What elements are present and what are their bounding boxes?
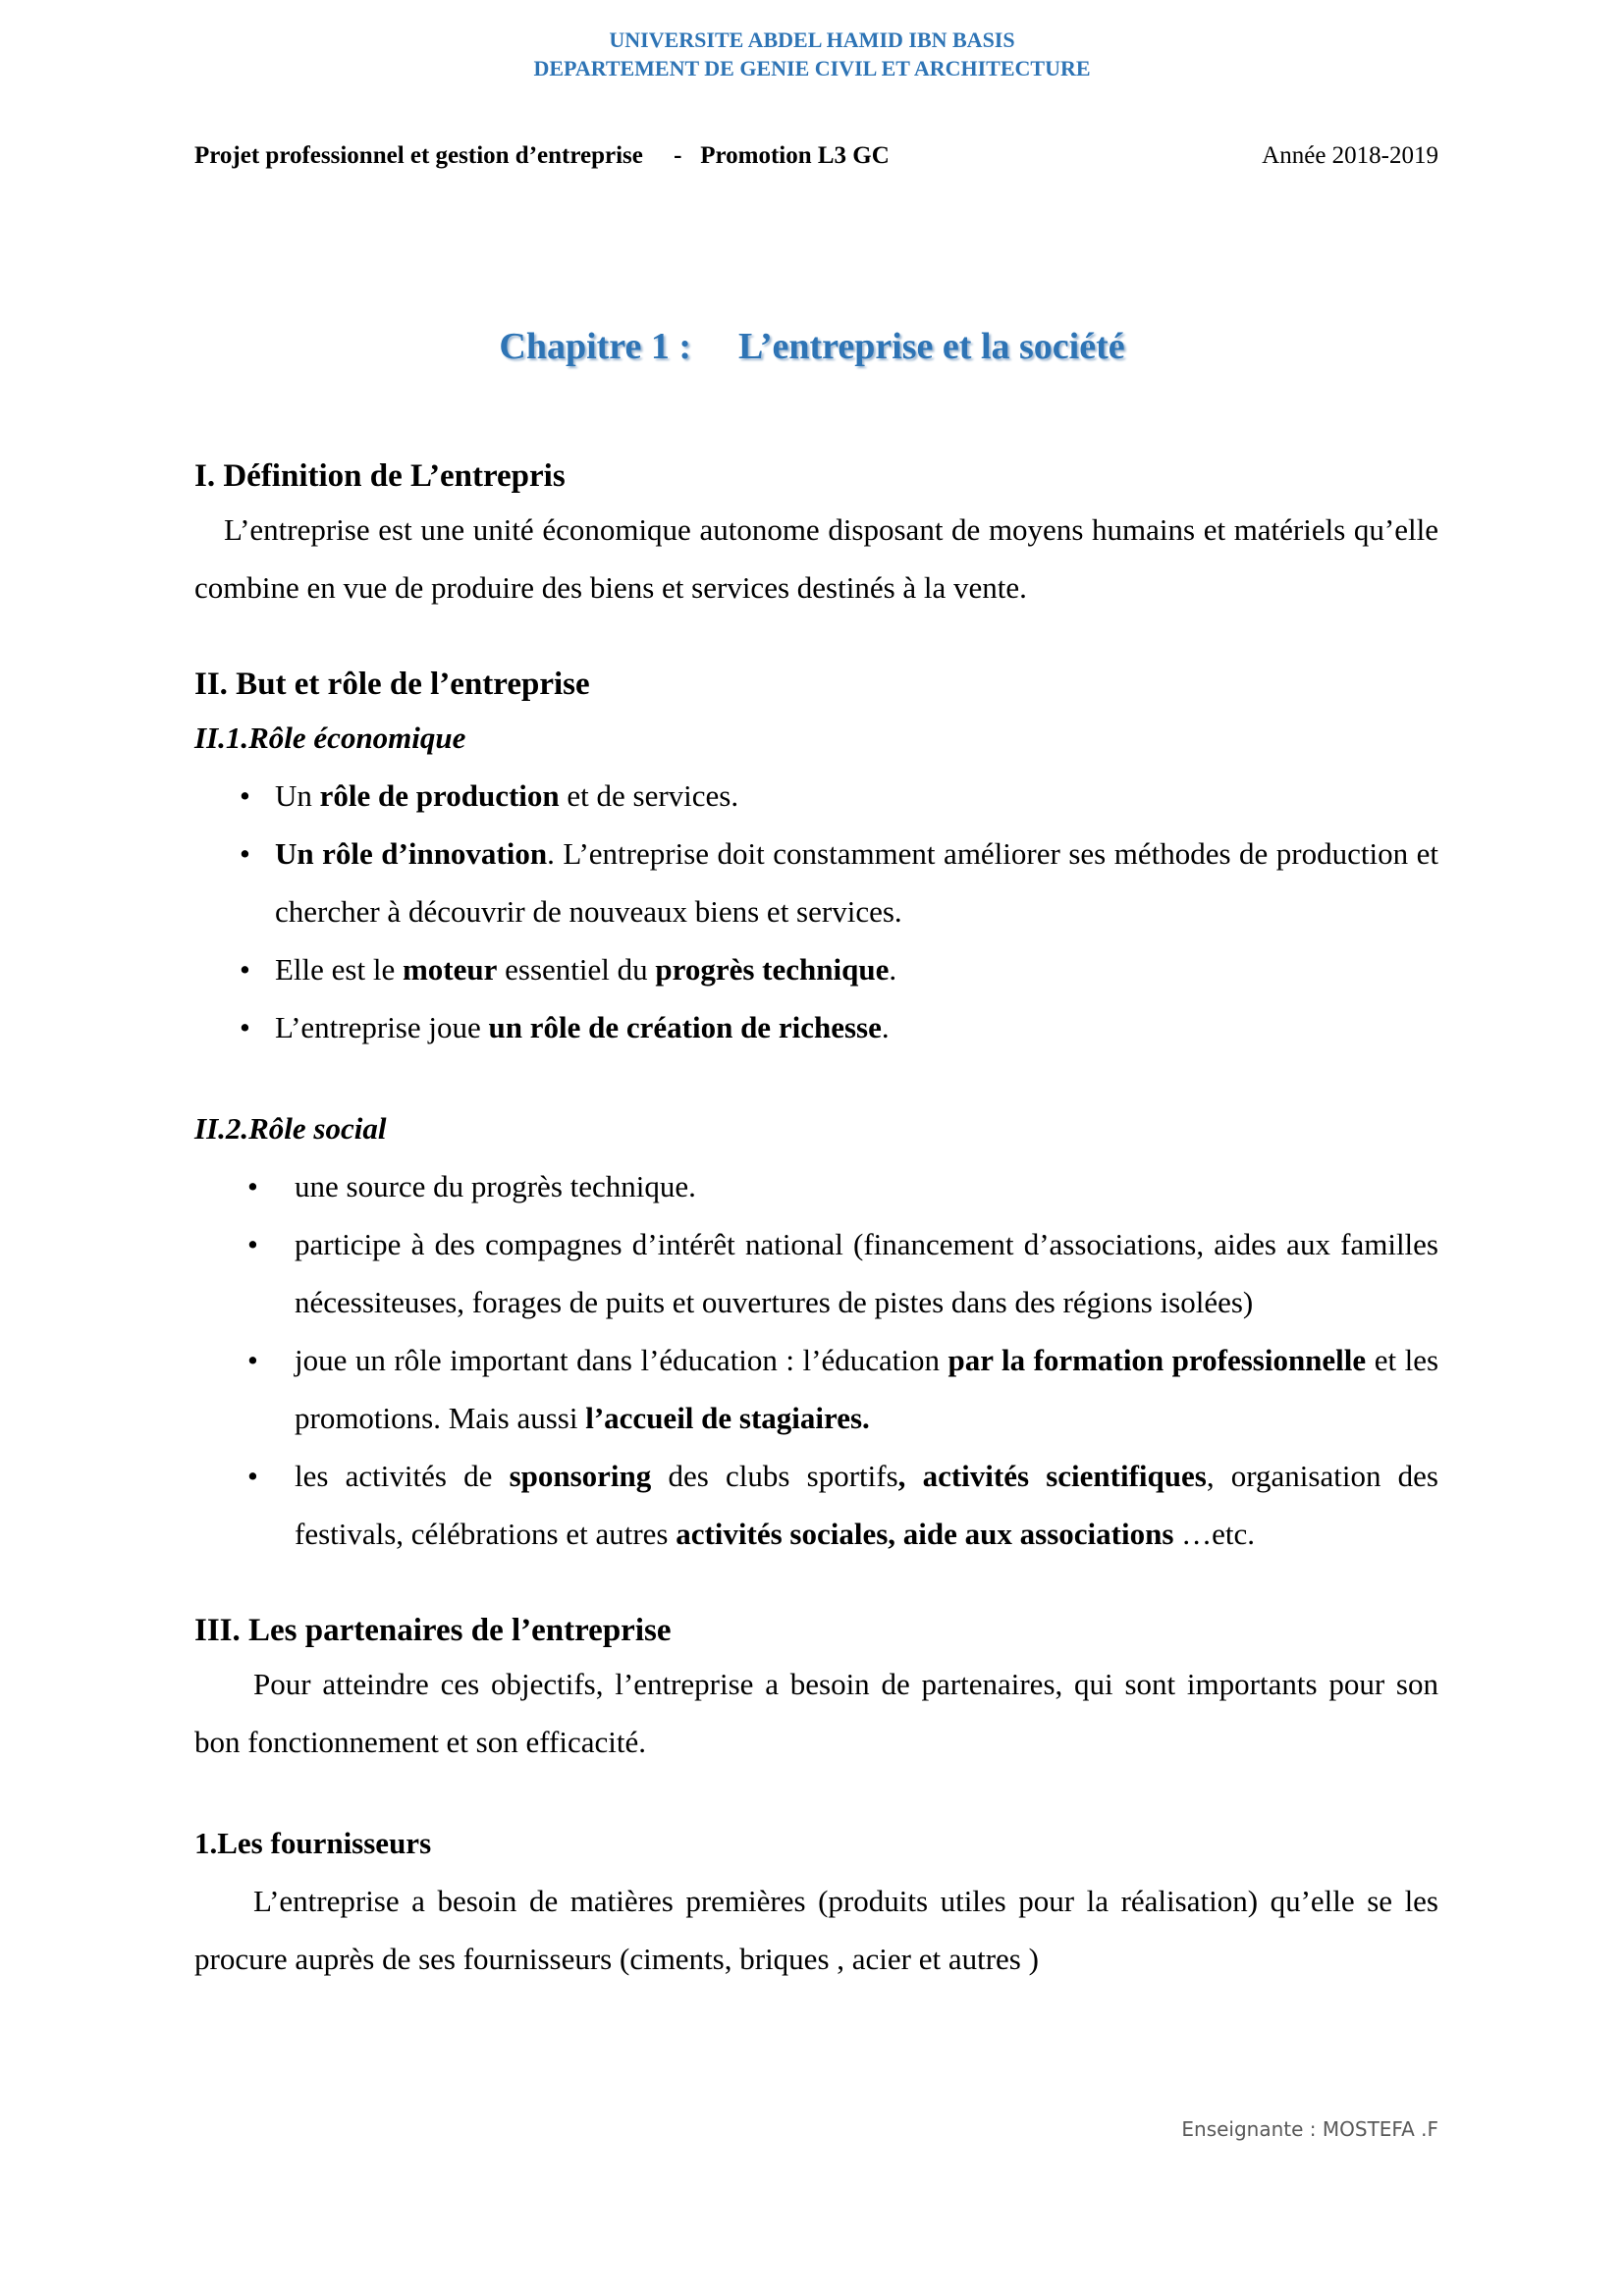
list-item: • Elle est le moteur essentiel du progrès technique. [240,952,897,987]
subsection-2-2-heading: II.2.Rôle social [194,1111,387,1146]
course-title: Projet professionnel et gestion d’entreprise - Promotion L3 GC [194,142,890,169]
social-role-list [194,1157,1438,1563]
list-item: • Un rôle de production et de services. [240,778,739,813]
list-item: • une source du progrès technique. [247,1169,696,1203]
subsection-2-1-heading: II.1.Rôle économique [194,721,466,755]
list-item: • L’entreprise joue un rôle de création de richesse. [240,1010,890,1044]
document-body [194,452,1438,1988]
list-item: • les activités de sponsoring des clubs sportifs, activités scientifiques, organisation des festivals, célébrations et autres activités sociales, aide aux associations …etc. [247,1459,1438,1551]
section-3-text: Pour atteindre ces objectifs, l’entreprise a besoin de partenaires, qui sont importants pour son bon fonctionnement et son efficacité. [194,1667,1438,1759]
chapter-name: L’entreprise et la société [738,326,1125,367]
chapter-number: Chapitre 1 : [499,326,691,367]
section-2-heading: II. But et rôle de l’entreprise [194,667,590,702]
section-3-heading: III. Les partenaires de l’entreprise [194,1613,672,1648]
section-1-text: L’entreprise est une unité économique autonome disposant de moyens humains et matériels qu’elle combine en vue de produire des biens et services destinés à la vente. [194,512,1438,605]
list-item: • Un rôle d’innovation. L’entreprise doit constamment améliorer ses méthodes de production et chercher à découvrir de nouveaux biens et services. [240,836,1438,929]
course-line [194,139,1438,173]
section-1-heading: I. Définition de L’entrepris [194,458,566,494]
list-item: • joue un rôle important dans l’éducation : l’éducation par la formation professionnelle et les promotions. Mais aussi l’accueil de stagiaires. [247,1343,1439,1435]
department-name: DEPARTEMENT DE GENIE CIVIL ET ARCHITECTURE [533,56,1091,80]
university-name: UNIVERSITE ABDEL HAMID IBN BASIS [609,27,1015,52]
subsection-3-1-text: L’entreprise a besoin de matières premières (produits utiles pour la réalisation) qu’elle se les procure auprès de ses fournisseurs (ciments, briques , acier et autres ) [194,1884,1438,1976]
list-item: • participe à des compagnes d’intérêt national (financement d’associations, aides aux familles nécessiteuses, forages de puits et ouvertures de pistes dans des régions isolées) [247,1227,1438,1319]
subsection-3-1-heading: 1.Les fournisseurs [194,1826,432,1860]
chapter-title [0,322,1624,371]
academic-year: Année 2018-2019 [1262,142,1438,169]
economic-role-list [194,767,1438,1056]
page-footer: Enseignante : MOSTEFA .F [1181,2117,1438,2141]
